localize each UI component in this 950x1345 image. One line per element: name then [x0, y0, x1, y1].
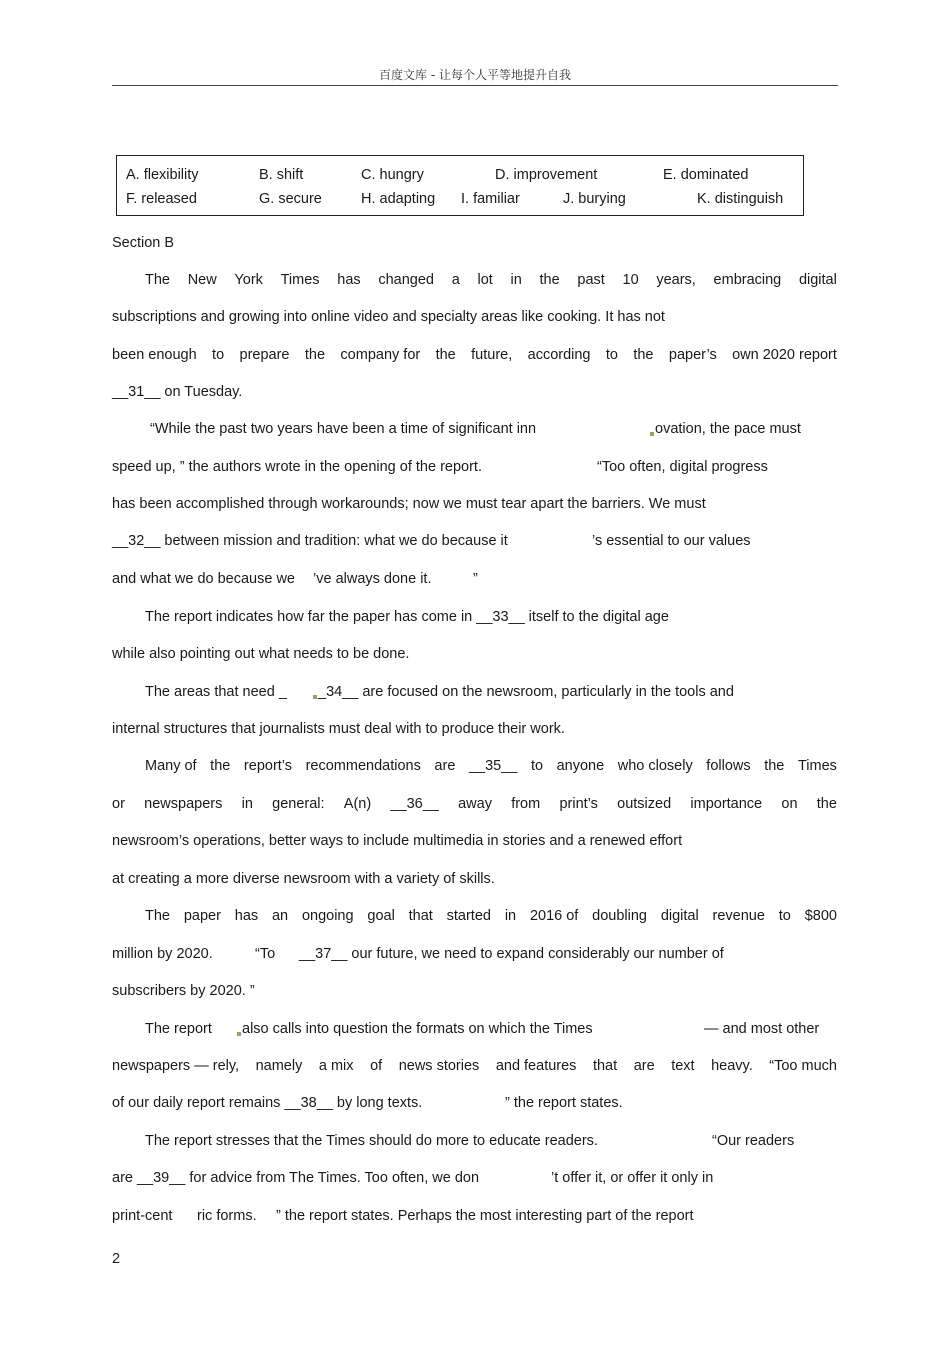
option-e: E. dominated — [663, 167, 749, 183]
text-line-23b: ” the report states. — [505, 1095, 623, 1111]
text-line-9b: ’ve always done it. — [313, 571, 432, 587]
text-line-3: been enough to prepare the company for the future, according to the paper’s own 2020 report — [112, 347, 837, 363]
text-line-11: while also pointing out what needs to be done. — [112, 646, 410, 662]
text-line-6b: “Too often, digital progress — [597, 459, 768, 475]
option-f: F. released — [126, 191, 197, 207]
option-h: H. adapting — [361, 191, 436, 207]
section-title: Section B — [112, 235, 175, 251]
text-line-8b: ’s essential to our values — [592, 533, 751, 549]
text-line-12b: _34__ are focused on the newsroom, particularly in the tools and — [313, 683, 734, 701]
text-line-9a: and what we do because we — [112, 571, 295, 587]
text-line-26c: ” the report states. Perhaps the most interesting part of the report — [276, 1208, 694, 1224]
option-b: B. shift — [259, 167, 304, 183]
text-line-6a: speed up, ” the authors wrote in the opening of the report. — [112, 459, 482, 475]
option-d: D. improvement — [495, 167, 598, 183]
text-line-26a: print-cent — [112, 1208, 173, 1224]
text-line-19b: “To — [255, 946, 276, 962]
text-line-24b: “Our readers — [712, 1133, 795, 1149]
scan-mark — [313, 695, 317, 699]
text-line-17: at creating a more diverse newsroom with a variety of skills. — [112, 871, 495, 887]
option-k: K. distinguish — [697, 191, 784, 207]
text-line-2: subscriptions and growing into online video and specialty areas like cooking. It has not — [112, 309, 665, 325]
text-line-5b: ovation, the pace must — [650, 420, 801, 438]
option-a: A. flexibility — [126, 167, 199, 183]
text-line-10: The report indicates how far the paper has come in __33__ itself to the digital age — [145, 609, 669, 625]
text-line-5a: “While the past two years have been a time of significant inn — [150, 421, 537, 437]
word-bank-box — [116, 155, 804, 216]
text-line-21b: also calls into question the formats on which the Times — [237, 1020, 593, 1038]
option-i: I. familiar — [461, 191, 520, 207]
text-line-7: has been accomplished through workarounds; now we must tear apart the barriers. We must — [112, 496, 706, 512]
text-line-22: newspapers — rely, namely a mix of news stories and features that are text heavy. “Too much — [112, 1058, 837, 1074]
text-line-25a: are __39__ for advice from The Times. Too often, we don — [112, 1170, 480, 1186]
scan-mark — [237, 1032, 241, 1036]
text-line-21c: — and most other — [704, 1021, 820, 1037]
text-line-1: The New York Times has changed a lot in the past 10 years, embracing digital — [145, 272, 837, 288]
page-number: 2 — [112, 1251, 121, 1267]
text-line-18: The paper has an ongoing goal that started in 2016 of doubling digital revenue to $800 — [145, 908, 837, 924]
text-line-26b: ric forms. — [197, 1208, 257, 1224]
text-line-4: __31__ on Tuesday. — [112, 384, 243, 400]
text-line-9c: ” — [473, 571, 478, 587]
text-line-8a: __32__ between mission and tradition: what we do because it — [112, 533, 508, 549]
text-line-21a: The report — [145, 1021, 212, 1037]
text-line-14: Many of the report’s recommendations are __35__ to anyone who closely follows the Times — [145, 758, 837, 774]
text-line-15: or newspapers in general: A(n) __36__ away from print’s outsized importance on the — [112, 796, 837, 812]
option-c: C. hungry — [361, 167, 424, 183]
header-divider — [112, 85, 838, 86]
option-j: J. burying — [563, 191, 626, 207]
text-line-13: internal structures that journalists must deal with to produce their work. — [112, 721, 565, 737]
option-g: G. secure — [259, 191, 322, 207]
text-line-19a: million by 2020. — [112, 946, 213, 962]
text-line-20: subscribers by 2020. ” — [112, 983, 255, 999]
text-line-24a: The report stresses that the Times should do more to educate readers. — [145, 1133, 598, 1149]
scan-mark — [650, 432, 654, 436]
text-line-19c: __37__ our future, we need to expand considerably our number of — [299, 946, 724, 962]
text-line-12a: The areas that need _ — [145, 684, 287, 700]
page-header: 百度文库 - 让每个人平等地提升自我 — [379, 68, 571, 82]
text-line-25b: ’t offer it, or offer it only in — [551, 1170, 714, 1186]
text-line-23a: of our daily report remains __38__ by long texts. — [112, 1095, 423, 1111]
text-line-16: newsroom’s operations, better ways to include multimedia in stories and a renewed effort — [112, 833, 683, 849]
